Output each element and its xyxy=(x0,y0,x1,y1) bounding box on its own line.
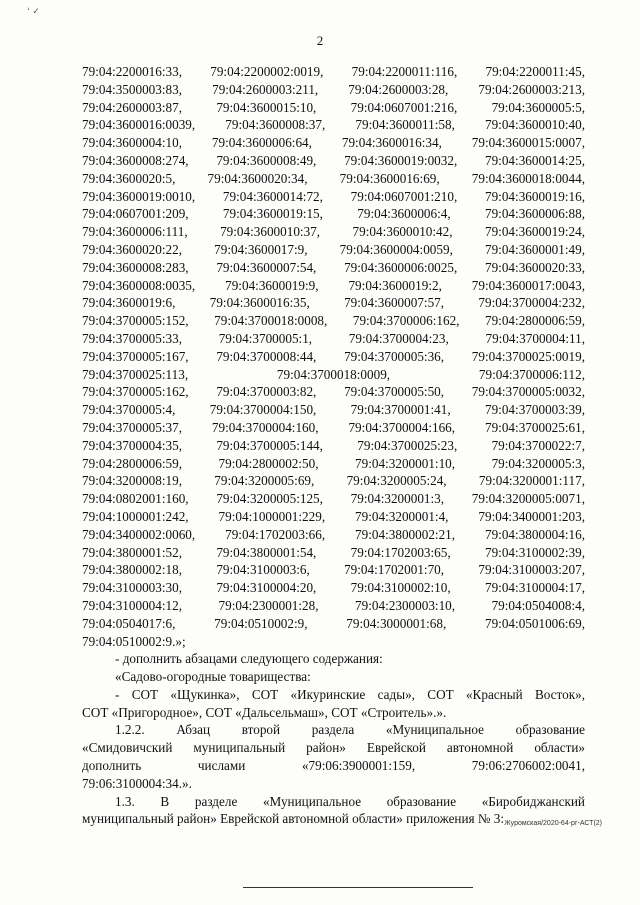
cadastral-line: 79:04:3700005:37, 79:04:3700004:160, 79:04:3700004:166, 79:04:3700025:61, xyxy=(82,419,585,435)
cadastral-line: 79:04:3800001:52, 79:04:3800001:54, 79:04:1702003:65, 79:04:3100002:39, xyxy=(82,544,585,560)
cadastral-line: 79:04:3400002:0060, 79:04:1702003:66, 79:04:3800002:21, 79:04:3800004:16, xyxy=(82,526,585,542)
cadastral-line: 79:04:3100004:12, 79:04:2300001:28, 79:04:2300003:10, 79:04:0504008:4, xyxy=(82,597,585,613)
cadastral-line: 79:04:2200016:33, 79:04:2200002:0019, 79:04:2200011:116, 79:04:2200011:45, xyxy=(82,64,585,79)
cadastral-line: 79:04:3600020:22, 79:04:3600017:9, 79:04:3600004:0059, 79:04:3600001:49, xyxy=(82,241,585,257)
paragraph-sot-1: - СОТ «Щукинка», СОТ «Икуринские сады», СОТ «Красный Восток», xyxy=(115,686,585,702)
paragraph-1-3-line2: муниципальный район» Еврейской автономной области» приложения № 3: xyxy=(82,811,505,827)
cadastral-line: 79:04:1000001:242, 79:04:1000001:229, 79:04:3200001:4, 79:04:3400001:203, xyxy=(82,508,585,524)
cadastral-line: 79:04:3100003:30, 79:04:3100004:20, 79:04:3100002:10, 79:04:3100004:17, xyxy=(82,580,585,596)
cadastral-line: 79:04:2600003:87, 79:04:3600015:10, 79:04:0607001:216, 79:04:3600005:5, xyxy=(82,99,585,115)
cadastral-line: 79:04:3800002:18, 79:04:3100003:6, 79:04:1702001:70, 79:04:3100003:207, xyxy=(82,562,585,578)
cadastral-line: 79:04:3500003:83, 79:04:2600003:211, 79:04:2600003:28, 79:04:2600003:213, xyxy=(82,81,585,97)
cadastral-line: 79:04:3700005:33, 79:04:3700005:1, 79:04:3700004:23, 79:04:3700004:11, xyxy=(82,330,585,346)
paragraph-1-2-2-line3: дополнить числами «79:06:3900001:159, 79:06:2706002:0041, xyxy=(82,758,585,774)
cadastral-line: 79:04:3600020:5, 79:04:3600020:34, 79:04:3600016:69, 79:04:3600018:0044, xyxy=(82,170,585,186)
paragraph-sot-2: СОТ «Пригородное», СОТ «Дальсельмаш», СОТ «Строитель».». xyxy=(82,704,447,720)
page-number: 2 xyxy=(316,33,324,48)
cadastral-line: 79:04:3700025:113, 79:04:3700018:0009, 79:04:3700006:112, xyxy=(82,366,585,382)
corner-mark: ‘ ✓ xyxy=(27,6,40,16)
cadastral-line: 79:04:3600016:0039, 79:04:3600008:37, 79:04:3600011:58, 79:04:3600010:40, xyxy=(82,117,585,133)
paragraph-1-2-2-line1: 1.2.2. Абзац второй раздела «Муниципальное образование xyxy=(115,722,585,738)
cadastral-line: 79:04:3600019:6, 79:04:3600016:35, 79:04:3600007:57, 79:04:3700004:232, xyxy=(82,295,585,311)
cadastral-line: 79:04:3600019:0010, 79:04:3600014:72, 79:04:0607001:210, 79:04:3600019:16, xyxy=(82,188,585,204)
document-body xyxy=(82,63,585,828)
paragraph-add-intro: - дополнить абзацами следующего содержания: xyxy=(115,651,383,667)
paragraph-1-3-line1: 1.3. В разделе «Муниципальное образование «Биробиджанский xyxy=(115,793,585,809)
cadastral-line: 79:04:3600008:0035, 79:04:3600019:9, 79:04:3600019:2, 79:04:3600017:0043, xyxy=(82,277,585,293)
cadastral-line-last: 79:04:0510002:9.»; xyxy=(82,633,186,649)
cadastral-line: 79:04:3700004:35, 79:04:3700005:144, 79:04:3700025:23, 79:04:3700022:7, xyxy=(82,437,585,453)
cadastral-line: 79:04:0802001:160, 79:04:3200005:125, 79:04:3200001:3, 79:04:3200005:0071, xyxy=(82,491,585,507)
cadastral-line: 79:04:3600006:111, 79:04:3600010:37, 79:04:3600010:42, 79:04:3600019:24, xyxy=(82,224,585,240)
footer-reference: Журомская/2020-64-рг-АСТ(2) xyxy=(504,820,602,827)
cadastral-line: 79:04:3700005:152, 79:04:3700018:0008, 79:04:3700006:162, 79:04:2800006:59, xyxy=(82,313,585,329)
cadastral-line: 79:04:3200008:19, 79:04:3200005:69, 79:04:3200005:24, 79:04:3200001:117, xyxy=(82,473,585,489)
paragraph-sadovo: «Садово-огородные товарищества: xyxy=(115,669,311,685)
cadastral-line: 79:04:3700005:162, 79:04:3700003:82, 79:04:3700005:50, 79:04:3700005:0032, xyxy=(82,384,585,400)
cadastral-line: 79:04:3600008:274, 79:04:3600008:49, 79:04:3600019:0032, 79:04:3600014:25, xyxy=(82,152,585,168)
cadastral-line: 79:04:3600004:10, 79:04:3600006:64, 79:04:3600016:34, 79:04:3600015:0007, xyxy=(82,135,585,151)
cadastral-line: 79:04:3700005:167, 79:04:3700008:44, 79:04:3700005:36, 79:04:3700025:0019, xyxy=(82,348,585,364)
cadastral-line: 79:04:0504017:6, 79:04:0510002:9, 79:04:3000001:68, 79:04:0501006:69, xyxy=(82,615,585,631)
bottom-rule xyxy=(243,887,473,888)
cadastral-line: 79:04:3700005:4, 79:04:3700004:150, 79:04:3700001:41, 79:04:3700003:39, xyxy=(82,402,585,418)
cadastral-line: 79:04:2800006:59, 79:04:2800002:50, 79:04:3200001:10, 79:04:3200005:3, xyxy=(82,455,585,471)
cadastral-line: 79:04:3600008:283, 79:04:3600007:54, 79:04:3600006:0025, 79:04:3600020:33, xyxy=(82,259,585,275)
paragraph-1-2-2-line2: «Смидовичский муниципальный район» Еврейской автономной области» xyxy=(82,740,585,756)
cadastral-line: 79:04:0607001:209, 79:04:3600019:15, 79:04:3600006:4, 79:04:3600006:88, xyxy=(82,206,585,222)
paragraph-1-2-2-line4: 79:06:3100004:34.». xyxy=(82,775,192,791)
cadastral-number-list xyxy=(82,63,585,650)
